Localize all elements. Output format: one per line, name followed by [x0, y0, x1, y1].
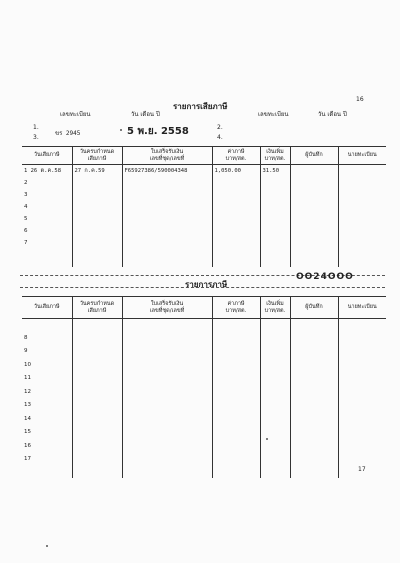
header-registrar: นายทะเบียน — [338, 297, 386, 319]
row-number: 15 — [24, 429, 31, 436]
header-recorder: ผู้บันทึก — [290, 147, 338, 165]
row-cell-surcharge: 31.50 — [260, 165, 290, 178]
index-4: 4. — [217, 134, 223, 141]
scan-speck — [266, 438, 268, 440]
row-cell-registrar — [338, 165, 386, 178]
serial-fragment: OO24OOO — [296, 272, 354, 282]
section2-title: รายการภาษี — [185, 280, 228, 289]
table-row — [22, 225, 386, 237]
row-number: 14 — [24, 415, 31, 422]
row-number: 3 — [24, 192, 28, 198]
registration-date-1: 5 พ.ย. 2558 — [127, 126, 189, 137]
row-number: 16 — [24, 442, 31, 449]
row-cell-due-date: 27 ก.ค.59 — [72, 165, 122, 178]
table-row — [22, 412, 386, 426]
table-row — [22, 201, 386, 213]
table-row — [22, 319, 386, 332]
row-number: 8 — [24, 334, 28, 341]
row-number: 7 — [24, 240, 28, 246]
table-row — [22, 249, 386, 267]
row-cell-recorder — [290, 165, 338, 178]
header-recorder: ผู้บันทึก — [290, 297, 338, 319]
table-row — [22, 345, 386, 359]
table-row — [22, 372, 386, 386]
tax-history-table-2 — [22, 296, 386, 478]
table-row — [22, 426, 386, 440]
table-row — [22, 453, 386, 467]
header-due-date: วันครบกำหนด เสียภาษี — [72, 147, 122, 165]
index-2: 2. — [217, 124, 223, 131]
row-number: 5 — [24, 216, 28, 222]
page-number-bottom: 17 — [358, 466, 366, 473]
header-tax: ค่าภาษี บาท/สต. — [212, 297, 260, 319]
date-label-right: วัน เดือน ปี — [318, 111, 347, 118]
plate-label-left: เลขทะเบียน — [60, 111, 91, 118]
index-3: 3. — [33, 134, 39, 141]
section1-title: รายการเสียภาษี — [173, 102, 228, 111]
header-pay-date: วันเสียภาษี — [22, 147, 72, 165]
table-row — [22, 399, 386, 413]
row-number: 11 — [24, 375, 31, 382]
date-label-left: วัน เดือน ปี — [131, 111, 160, 118]
table-row — [22, 466, 386, 478]
plate-number-1: ขร 2945 — [55, 130, 81, 137]
header-registrar: นายทะเบียน — [338, 147, 386, 165]
scan-speck — [120, 129, 122, 131]
header-receipt: ใบเสร็จรับเงิน เลขที่ชุด/เลขที่ — [122, 147, 212, 165]
table-row — [22, 237, 386, 249]
header-surcharge: เงินเพิ่ม บาท/สต. — [260, 147, 290, 165]
header-tax: ค่าภาษี บาท/สต. — [212, 147, 260, 165]
table-row — [22, 385, 386, 399]
row-number: 9 — [24, 348, 28, 355]
table-row — [22, 358, 386, 372]
table-row — [22, 177, 386, 189]
row-cell-pay-date: 1 26 ต.ค.58 — [24, 168, 62, 174]
table-row — [22, 331, 386, 345]
table-row — [22, 189, 386, 201]
plate-label-right: เลขทะเบียน — [258, 111, 289, 118]
header-surcharge: เงินเพิ่ม บาท/สต. — [260, 297, 290, 319]
table-row — [22, 213, 386, 225]
header-due-date: วันครบกำหนด เสียภาษี — [72, 297, 122, 319]
row-number: 10 — [24, 361, 31, 368]
index-1: 1. — [33, 124, 39, 131]
row-number: 12 — [24, 388, 31, 395]
row-number: 4 — [24, 204, 28, 210]
table-row — [22, 165, 386, 178]
tax-history-table-1 — [22, 146, 386, 267]
scan-speck — [46, 545, 48, 547]
row-number: 17 — [24, 456, 31, 463]
row-cell-tax: 1,050.00 — [212, 165, 260, 178]
header-receipt: ใบเสร็จรับเงิน เลขที่ชุด/เลขที่ — [122, 297, 212, 319]
row-cell-receipt: F65927386/590004348 — [122, 165, 212, 178]
row-number: 2 — [24, 180, 28, 186]
page-number-top: 16 — [356, 96, 364, 103]
row-number: 13 — [24, 402, 31, 409]
row-number: 6 — [24, 228, 28, 234]
header-pay-date: วันเสียภาษี — [22, 297, 72, 319]
table-row — [22, 439, 386, 453]
